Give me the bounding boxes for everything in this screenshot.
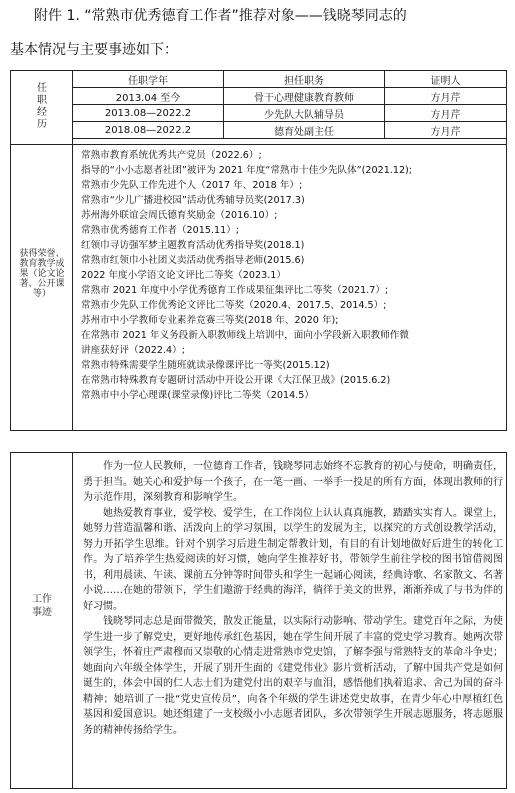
list-item: 在常熟市 2021 年义务段新入职教师线上培训中，面向小学段新入职教师作微 [81,330,409,341]
table-row [73,88,506,105]
honors-section [10,144,507,431]
table-header: 证明人 [385,71,507,88]
list-item: 常熟市 2021 年度中小学优秀德育工作成果征集评比二等奖（2021.7）; [81,285,389,296]
table-row [73,122,506,139]
table-header-row [73,71,506,88]
table-cell: 少先队大队辅导员 [224,105,385,122]
list-item: 常熟市优秀德育工作者（2015.11）; [81,225,240,236]
table-cell: 方月芹 [385,88,507,105]
work-history-label: 任职经历 [37,83,47,130]
deeds-body [83,459,503,738]
table-header: 担任职务 [224,71,385,88]
deeds-section [10,452,507,789]
table-cell: 方月芹 [385,122,507,139]
deeds-label: 工作事迹 [32,594,52,618]
page-subtitle: 基本情况与主要事迹如下： [10,42,178,58]
table-row [73,105,506,122]
list-item: 常熟市“少儿广播进校园”活动优秀辅导员奖(2017.3) [81,195,305,206]
table-cell: 方月芹 [385,105,507,122]
table-cell: 骨干心理健康教育教师 [224,88,385,105]
list-item: 常熟市中小学心理课(课堂录像)评比二等奖（2014.5） [81,390,314,401]
list-item: 苏州海外联谊会周氏德育奖励金（2016.10）; [81,210,278,221]
list-item: 指导的“小小志愿者社团”被评为 2021 年度“常熟市十佳少先队体”(2021.12); [81,165,413,176]
list-item: 讲座获好评（2022.4）; [81,345,185,356]
table-cell: 德育处副主任 [224,122,385,139]
deeds-paragraph: 钱晓琴同志总是面带微笑，散发正能量，以实际行动影响、带动学生。建党百年之际，为使学生进一步了解党史，更好地传承红色基因，她在学生间开展了丰富的党史学习教育。她两次带领学生，怀着庄严肃穆而又崇敬的心情走进常熟市党史馆，了解李强与常熟特支的革命斗争史；她面向六年级全体学生，开展了别开生面的《建党伟业》影片赏析活动，了解中国共产党是如何诞生的，体会中国的仁人志士们为建党付出的艰辛与血泪，感悟他们执着追求、舍己为国的奋斗精神；她培训了一批“党史宣传员”，向各个年级的学生讲述党史故事，在青少年心中厚植红色基因和爱国意识。她还组建了一支校级小小志愿者团队，多次带领学生开展志愿服务，将志愿服务的精神传扬给学生。 [83,616,503,736]
honors-label-cell [11,145,73,430]
list-item: 常熟市特殊需要学生随班就读录像课评比一等奖(2015.12) [81,360,330,371]
work-history-section [10,70,507,145]
list-item: 2022 年度小学语文论文评比二等奖（2023.1） [81,270,286,281]
list-item: 常熟市教育系统优秀共产党员（2022.6）; [81,150,262,161]
honors-list [81,148,501,403]
list-item: 苏州市中小学教师专业素养竞赛三等奖(2018 年、2020 年); [81,315,339,326]
work-history-table [73,71,506,139]
page-title: 附件 1. “常熟市优秀德育工作者”推荐对象——钱晓琴同志的 [34,8,407,24]
list-item: 常熟市少先队工作先进个人（2017 年、2018 年）; [81,180,303,191]
deeds-paragraph: 作为一位人民教师，一位德育工作者，钱晓琴同志始终不忘教育的初心与使命，明确责任，勇于担当。她关心和爱护每一个孩子，在一笔一画、一举手一投足的所有方面，体现出教师的行为示范作用，深刻教育和影响学生。 [83,461,503,503]
list-item: 常熟市少先队工作优秀论文评比二等奖（2020.4、2017.5、2014.5）; [81,300,387,311]
list-item: 红领巾寻访强军梦主题教育活动优秀指导奖(2018.1) [81,240,305,251]
list-item: 在常熟市特殊教育专题研讨活动中开设公开课《大江保卫战》(2015.6.2) [81,375,391,386]
honors-label: 获得荣誉、教育教学成果（论文论著、公开课等） [19,249,65,299]
work-history-label-cell [11,71,73,144]
table-cell: 2018.08—2022.2 [73,122,224,139]
deeds-label-cell [11,453,73,788]
table-cell: 2013.08—2022.2 [73,105,224,122]
table-cell: 2013.04 至今 [73,88,224,105]
deeds-paragraph: 她热爱教育事业，爱学校、爱学生，在工作岗位上认认真真施教，踏踏实实育人。课堂上，她努力营造温馨和谐、活泼向上的学习氛围，以学生的发展为主，以探究的方式创设教学活动，努力开拓学生思维。针对个别学习后进生制定帮教计划，有目的有计划地做好后进生的转化工作。为了培养学生热爱阅读的好习惯，她向学生推荐好书，带领学生前往学校的图书馆借阅图书，利用晨读、午读、课前五分钟等时间带头和学生一起诵心阅读，经典诗歌、名家散文、名著小说……在她的带领下，学生们遨游于经典的海洋，徜徉于美文的世界，渐渐养成了与书为伴的好习惯。 [83,507,503,612]
table-header: 任职学年 [73,71,224,88]
list-item: 常熟市红领巾小社团义卖活动优秀指导老师(2015.6) [81,255,305,266]
